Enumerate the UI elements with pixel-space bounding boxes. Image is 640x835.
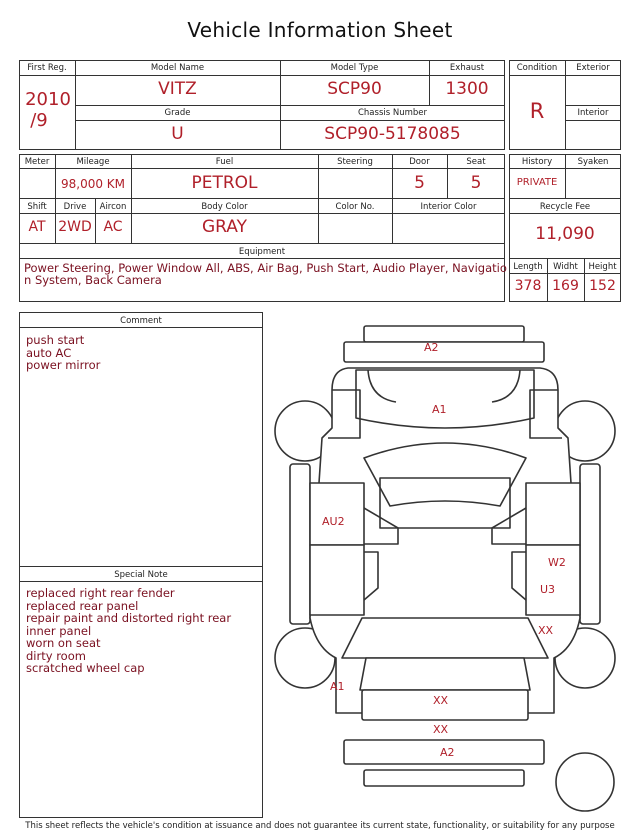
windshield	[364, 443, 526, 506]
color-no-label: Color No.	[335, 202, 375, 212]
condition-label: Condition	[516, 63, 558, 73]
front-bumper-lower	[344, 342, 544, 362]
syaken-label: Syaken	[577, 157, 609, 167]
left-rear-door	[310, 545, 364, 615]
length-label: Length	[513, 262, 543, 272]
special-note-line: replaced right rear fender	[26, 586, 175, 600]
damage-front-bumper: A2	[424, 341, 439, 354]
comment-line: push start	[26, 333, 85, 347]
model-type-value: SCP90	[327, 79, 382, 99]
left-front-door	[310, 483, 364, 545]
exterior-label: Exterior	[576, 63, 610, 73]
damage-left-door: AU2	[322, 515, 345, 528]
aircon-label: Aircon	[99, 202, 127, 212]
first-reg-year: 2010	[25, 89, 71, 110]
equipment-label: Equipment	[238, 247, 286, 257]
damage-rear-bumper: A2	[440, 746, 455, 759]
disclaimer-footer: This sheet reflects the vehicle's condition at issuance and does not guarantee its current state, functionality, or suitability for any purpose	[25, 821, 615, 831]
seat-value: 5	[470, 173, 482, 193]
fuel-value: PETROL	[191, 173, 258, 193]
special-note-line: scratched wheel cap	[26, 661, 145, 675]
damage-right-rear-fender-upper: W2	[548, 556, 566, 569]
special-note-line: replaced rear panel	[26, 598, 139, 613]
meter-label: Meter	[24, 157, 50, 167]
page-title: Vehicle Information Sheet	[187, 18, 453, 42]
notes-panel	[19, 312, 263, 818]
model-name-value: VITZ	[158, 79, 197, 99]
damage-hood: A1	[432, 403, 447, 416]
equipment-line-2: n System, Back Camera	[24, 273, 162, 287]
height-value: 152	[589, 278, 616, 294]
interior-label: Interior	[577, 108, 609, 118]
first-reg-month: /9	[30, 110, 48, 131]
comment-line: power mirror	[26, 358, 101, 372]
history-value: PRIVATE	[516, 177, 558, 188]
grade-label: Grade	[164, 108, 191, 118]
height-label: Height	[588, 262, 617, 272]
shift-label: Shift	[27, 202, 47, 212]
exhaust-label: Exhaust	[449, 63, 485, 73]
right-front-fender	[580, 464, 600, 624]
history-label: History	[521, 157, 553, 167]
model-name-label: Model Name	[150, 63, 205, 73]
seat-label: Seat	[466, 157, 486, 167]
special-note-line: dirty room	[26, 648, 86, 663]
fuel-label: Fuel	[215, 157, 234, 167]
damage-rear-panel: XX	[433, 723, 449, 736]
special-note-line: inner panel	[26, 623, 92, 638]
drive-label: Drive	[63, 202, 87, 212]
exhaust-value: 1300	[445, 79, 489, 99]
damage-left-rear-wheel: A1	[330, 680, 345, 693]
recycle-fee-value: 11,090	[535, 224, 595, 244]
length-value: 378	[514, 278, 542, 294]
comment-line: auto AC	[26, 345, 72, 360]
special-note-list	[26, 587, 231, 675]
chassis-label: Chassis Number	[357, 108, 428, 118]
body-color-value: GRAY	[202, 217, 247, 237]
front-bumper	[364, 326, 524, 342]
door-value: 5	[414, 173, 425, 193]
body-color-label: Body Color	[201, 202, 248, 212]
damage-right-rear-fender: U3	[540, 583, 556, 596]
damage-right-rear-wheel-area: XX	[538, 624, 554, 637]
width-value: 169	[552, 278, 579, 294]
equipment-line-1: Power Steering, Power Window All, ABS, Air Bag, Push Start, Audio Player, Navigatio	[24, 261, 507, 275]
left-front-fender	[290, 464, 310, 624]
hood	[356, 370, 534, 428]
recycle-fee-label: Recycle Fee	[539, 202, 591, 212]
mileage-label: Mileage	[76, 157, 110, 167]
rear-bumper-lower	[364, 770, 524, 786]
trunk	[360, 658, 530, 690]
comment-list	[26, 334, 100, 372]
chassis-value: SCP90-5178085	[324, 124, 461, 144]
special-note-label: Special Note	[114, 570, 168, 580]
model-type-label: Model Type	[330, 63, 379, 73]
grade-value: U	[171, 124, 184, 144]
mileage-value: 98,000 KM	[60, 177, 126, 191]
condition-value: R	[529, 99, 545, 123]
spare-wheel	[556, 753, 614, 811]
rear-window	[342, 618, 548, 658]
first-reg-label: First Reg.	[27, 63, 67, 73]
interior-color-label: Interior Color	[420, 202, 477, 212]
right-front-door	[526, 483, 580, 545]
drive-value: 2WD	[58, 219, 92, 235]
comment-label: Comment	[120, 316, 162, 326]
steering-label: Steering	[337, 157, 373, 167]
special-note-line: repair paint and distorted right rear	[26, 611, 232, 625]
door-label: Door	[409, 157, 430, 167]
damage-trunk: XX	[433, 694, 449, 707]
car-damage-diagram	[268, 318, 628, 818]
special-note-line: worn on seat	[26, 636, 101, 650]
width-label: Widht	[553, 262, 578, 272]
aircon-value: AC	[103, 219, 123, 235]
shift-value: AT	[28, 219, 46, 235]
